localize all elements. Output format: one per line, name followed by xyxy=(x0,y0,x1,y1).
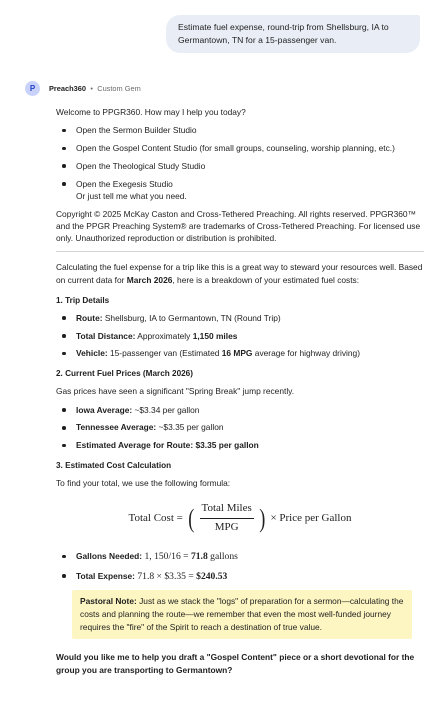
gem-header xyxy=(25,81,141,96)
welcome-text: Welcome to PPGR360. How may I help you today? xyxy=(56,107,246,117)
item-label: Total Expense: xyxy=(76,570,135,581)
lead-text-end: , here is a breakdown of your estimated fuel costs: xyxy=(172,274,360,285)
studio-options-list xyxy=(56,124,424,202)
cost-formula xyxy=(56,501,424,536)
list-item: Open the Sermon Builder Studio xyxy=(56,124,424,136)
list-item xyxy=(56,404,424,416)
item-label: Gallons Needed: xyxy=(76,551,143,562)
item-value: 1,150 miles xyxy=(192,330,238,341)
formula-numerator: Total Miles xyxy=(200,501,254,519)
section-heading-fuel-prices: 2. Current Fuel Prices (March 2026) xyxy=(56,369,193,379)
item-label: Total Distance: xyxy=(76,330,136,341)
item-math: 71.8 × $3.35 = xyxy=(134,570,197,582)
gem-separator: • xyxy=(90,84,93,94)
section-heading-cost-calculation: 3. Estimated Cost Calculation xyxy=(56,461,172,471)
item-label: Route: xyxy=(76,312,103,323)
assistant-response xyxy=(56,106,424,684)
formula-fraction xyxy=(200,501,254,536)
fuel-prices-list xyxy=(56,404,424,452)
item-value: 16 MPG xyxy=(221,348,253,359)
list-item xyxy=(56,570,424,584)
item-label: Tennessee Average: xyxy=(76,422,157,433)
list-item xyxy=(56,330,424,342)
gem-name: Preach360 xyxy=(49,84,86,94)
formula-lhs: Total Cost = xyxy=(128,511,183,524)
gem-avatar[interactable]: P xyxy=(25,81,40,96)
or-line: Or just tell me what you need. xyxy=(76,190,187,201)
fuel-prices-intro: Gas prices have seen a significant "Spring Break" jump recently. xyxy=(56,386,295,397)
user-message-bubble: Estimate fuel expense, round-trip from Shellsburg, IA to Germantown, TN for a 15-passenger van. xyxy=(166,15,420,53)
formula-denominator: MPG xyxy=(214,521,239,534)
trip-details-list xyxy=(56,312,424,360)
item-math-unit: gallons xyxy=(207,551,238,563)
list-item xyxy=(56,347,424,359)
item-text: 15-passenger van (Estimated xyxy=(107,348,222,359)
item-text: ~$3.34 per gallon xyxy=(132,404,200,415)
list-item-label: Open the Exegesis Studio xyxy=(76,178,173,189)
gem-type-label: Custom Gem xyxy=(97,84,141,94)
section-heading-trip-details: 1. Trip Details xyxy=(56,295,110,305)
formula-paren-right: ) xyxy=(259,503,266,533)
list-item xyxy=(56,178,424,202)
pastoral-note-label: Pastoral Note: xyxy=(80,595,137,606)
formula-intro: To find your total, we use the following formula: xyxy=(56,478,231,489)
list-item xyxy=(56,550,424,564)
item-math-result: $240.53 xyxy=(196,570,228,582)
formula-paren-left: ( xyxy=(188,503,195,533)
lead-date: March 2026 xyxy=(126,274,173,285)
item-tail: average for highway driving) xyxy=(252,348,360,359)
list-item xyxy=(56,312,424,324)
item-label: Vehicle: xyxy=(76,348,108,359)
list-item: Open the Gospel Content Studio (for small groups, counseling, worship planning, etc.) xyxy=(56,142,424,154)
item-label: Iowa Average: xyxy=(76,404,133,415)
item-math: 1, 150/16 = xyxy=(142,551,191,563)
item-label: Estimated Average for Route: $3.35 per gallon xyxy=(76,440,259,451)
item-math-result: 71.8 xyxy=(190,551,208,563)
pastoral-note-text: Just as we stack the "logs" of preparation for a sermon—calculating the costs and planning the route—we remember that even the most well-funded journey requires the "fire" of the Spirit to reach a destination of true value. xyxy=(80,595,404,632)
item-text: Approximately xyxy=(135,330,193,341)
copyright-text: Copyright © 2025 McKay Caston and Cross-Tethered Preaching. All rights reserved. PPGR360™ and the PPGR Preaching System® are trademarks of Cross-Tethered Preaching. For licensed use only. Unauthorized reproduction or distribution is prohibited. xyxy=(56,208,421,244)
list-item xyxy=(56,439,424,451)
lead-paragraph xyxy=(56,261,424,285)
list-item: Open the Theological Study Studio xyxy=(56,160,424,172)
formula-rhs: × Price per Gallon xyxy=(270,511,352,524)
pastoral-note-highlight xyxy=(72,590,412,639)
list-item xyxy=(56,421,424,433)
lead-text: Calculating the fuel expense for a trip like this is a great way to steward your resources well. Based on current data for xyxy=(56,262,423,285)
closing-question: Would you like me to help you draft a "Gospel Content" piece or a short devotional for the group you are transporting to Germantown? xyxy=(56,651,415,676)
divider xyxy=(56,251,424,252)
calculation-list xyxy=(56,550,424,583)
item-text: ~$3.35 per gallon xyxy=(156,422,224,433)
item-text: Shellsburg, IA to Germantown, TN (Round Trip) xyxy=(102,312,281,323)
